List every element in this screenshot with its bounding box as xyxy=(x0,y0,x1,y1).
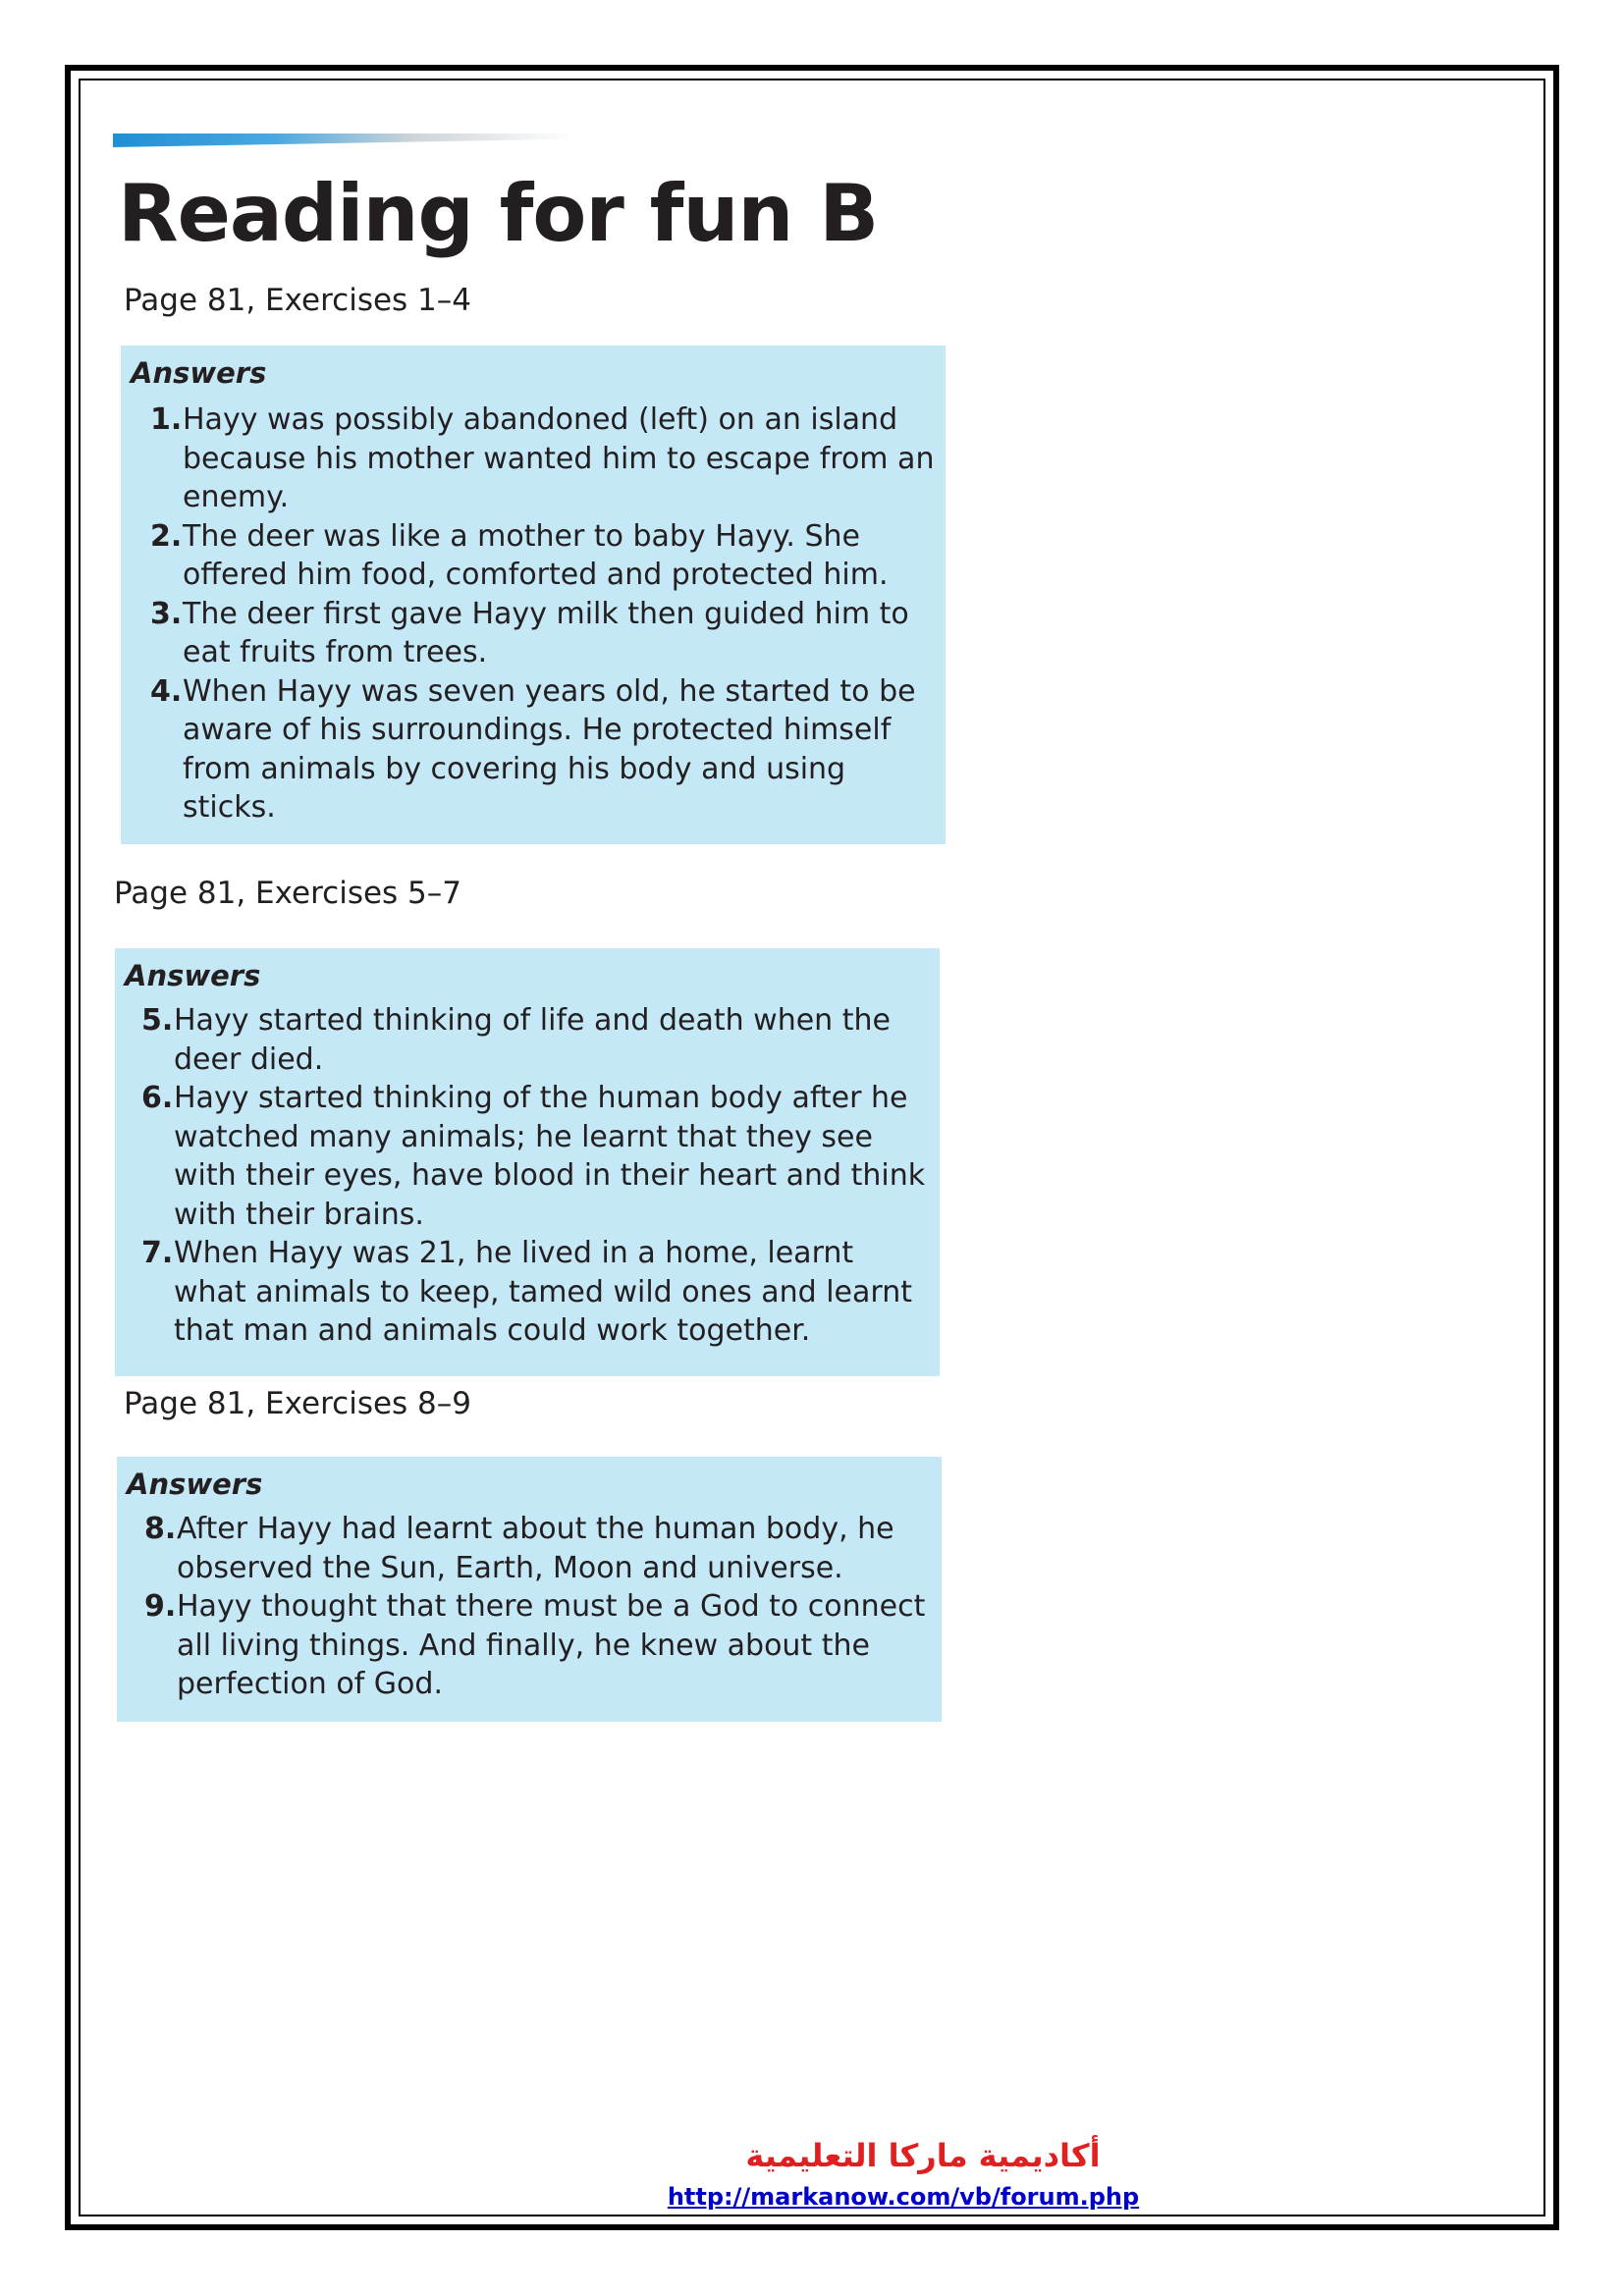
answer-text: When Hayy was seven years old, he started to be aware of his surroundings. He protected himself from animals by covering his body and using sticks. xyxy=(183,673,916,825)
answer-item-1 xyxy=(150,400,936,517)
answer-item-4 xyxy=(150,672,936,828)
answer-box-exercises-1-4 xyxy=(121,346,946,844)
footer-forum-link[interactable]: http://markanow.com/vb/forum.php xyxy=(667,2183,1140,2211)
answer-text: Hayy started thinking of life and death when the deer died. xyxy=(174,1003,891,1077)
answer-item-8 xyxy=(144,1510,934,1587)
answer-box-exercises-8-9 xyxy=(117,1457,942,1722)
answers-label: Answers xyxy=(127,1468,263,1501)
answer-list-exercises-1-4 xyxy=(150,400,936,828)
answer-number: 3. xyxy=(150,596,183,631)
answer-number: 1. xyxy=(150,402,183,437)
answer-text: Hayy thought that there must be a God to connect all living things. And finally, he knew about the perfection of God. xyxy=(177,1589,926,1701)
answer-number: 8. xyxy=(144,1512,177,1546)
footer-academy-name: أكاديمية ماركا التعليمية xyxy=(745,2137,1101,2174)
answer-number: 9. xyxy=(144,1589,177,1624)
answer-item-6 xyxy=(141,1079,933,1234)
answer-text: The deer was like a mother to baby Hayy. She offered him food, comforted and protected him. xyxy=(183,518,889,592)
answer-list-exercises-8-9 xyxy=(144,1510,934,1704)
answer-list-exercises-5-7 xyxy=(141,1001,933,1351)
answer-number: 6. xyxy=(141,1081,174,1115)
answers-label: Answers xyxy=(131,356,267,390)
section-heading-exercises-8-9: Page 81, Exercises 8–9 xyxy=(124,1386,472,1421)
answer-number: 4. xyxy=(150,673,183,709)
answer-box-exercises-5-7 xyxy=(115,948,940,1376)
answer-item-9 xyxy=(144,1587,934,1704)
answer-item-3 xyxy=(150,595,936,672)
answer-item-5 xyxy=(141,1001,933,1079)
answer-number: 7. xyxy=(141,1236,174,1270)
answer-item-2 xyxy=(150,517,936,595)
answer-text: Hayy started thinking of the human body after he watched many animals; he learnt that they see with their eyes, have blood in their heart and think with their brains. xyxy=(174,1081,926,1232)
answer-text: The deer first gave Hayy milk then guided him to eat fruits from trees. xyxy=(183,596,909,669)
answer-text: When Hayy was 21, he lived in a home, learnt what animals to keep, tamed wild ones and learnt that man and animals could work together. xyxy=(174,1236,912,1348)
answer-item-7 xyxy=(141,1234,933,1351)
answer-text: Hayy was possibly abandoned (left) on an island because his mother wanted him to escape from an enemy. xyxy=(183,402,935,514)
page-title: Reading for fun B xyxy=(118,168,879,259)
answer-number: 2. xyxy=(150,518,183,554)
answer-number: 5. xyxy=(141,1003,174,1038)
answer-text: After Hayy had learnt about the human body, he observed the Sun, Earth, Moon and universe. xyxy=(177,1512,894,1585)
answers-label: Answers xyxy=(125,959,261,992)
section-heading-exercises-5-7: Page 81, Exercises 5–7 xyxy=(114,876,462,911)
section-heading-exercises-1-4: Page 81, Exercises 1–4 xyxy=(124,283,472,318)
